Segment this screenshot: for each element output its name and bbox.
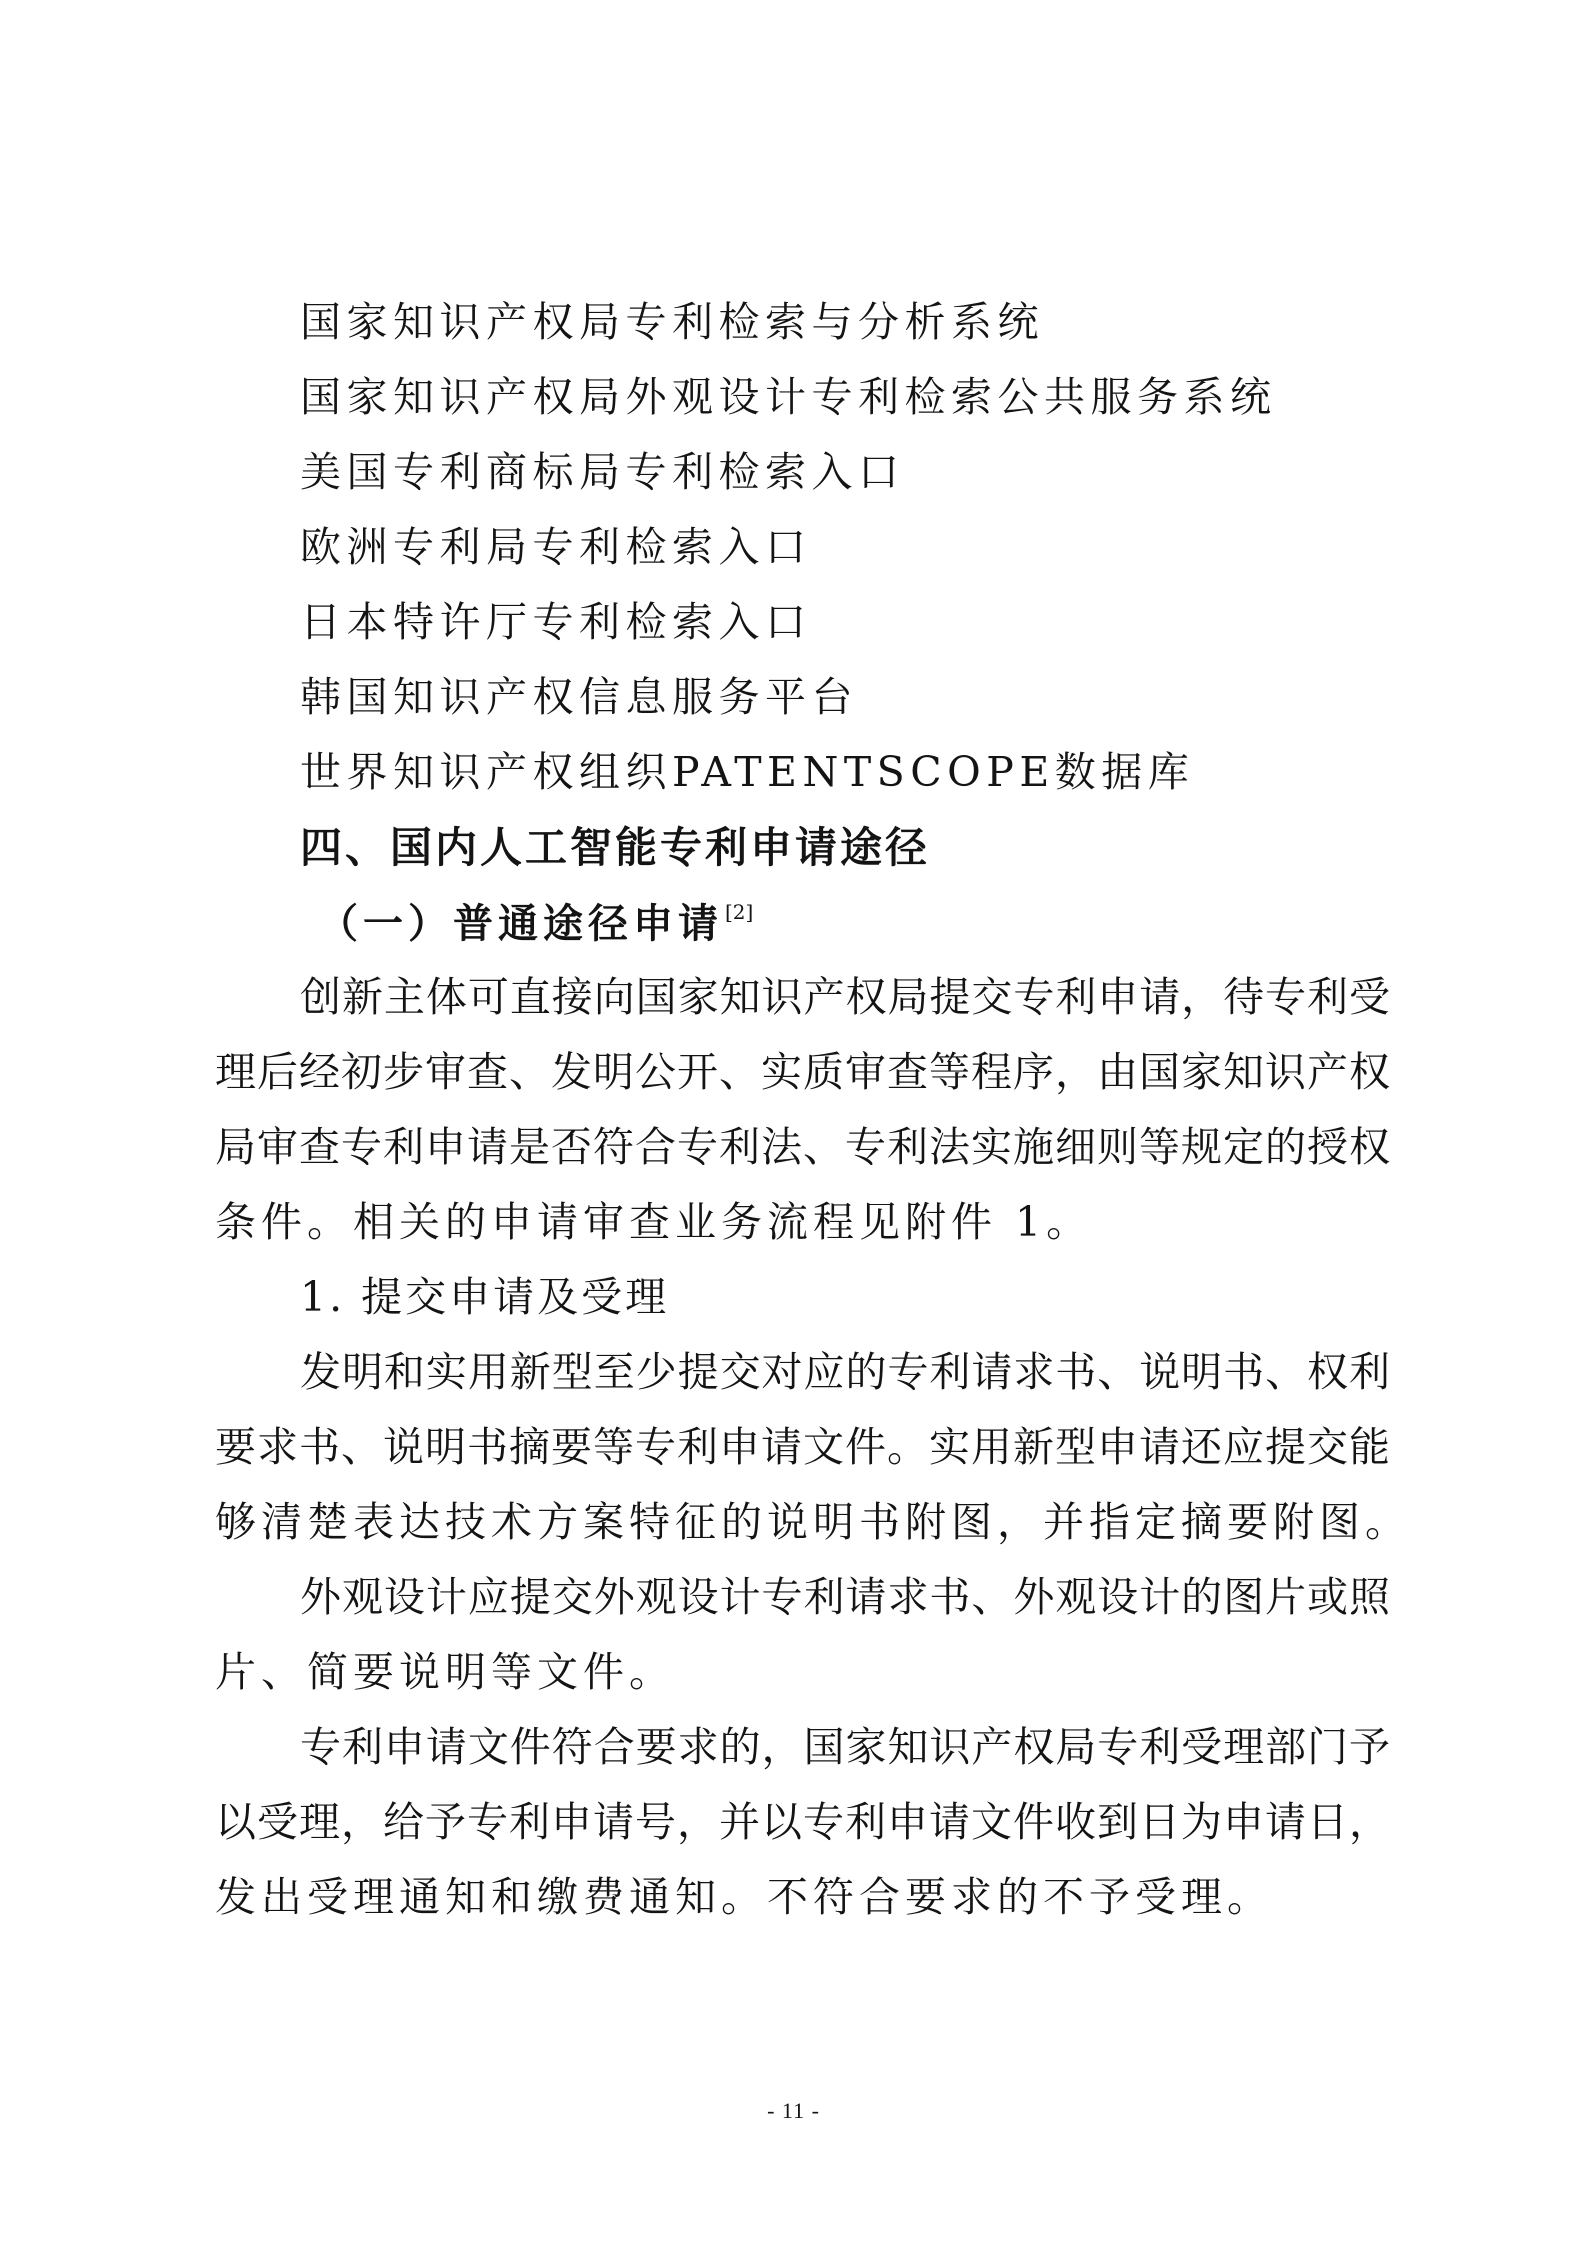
page-number: - 11 - <box>767 2098 820 2123</box>
paragraph-line: 局审查专利申请是否符合专利法、专利法实施细则等规定的授权 <box>215 1123 1390 1171</box>
paragraph-line: 外观设计应提交外观设计专利请求书、外观设计的图片或照 <box>300 1573 1390 1621</box>
paragraph-line: 以受理，给予专利申请号，并以专利申请文件收到日为申请日， <box>215 1798 1390 1846</box>
list-item: 日本特许厅专利检索入口 <box>300 598 812 646</box>
list-item: 国家知识产权局专利检索与分析系统 <box>300 298 1044 346</box>
paragraph-line: 理后经初步审查、发明公开、实质审查等程序，由国家知识产权 <box>215 1048 1390 1096</box>
section-heading: 四、国内人工智能专利申请途径 <box>300 823 931 872</box>
paragraph-line: 要求书、说明书摘要等专利申请文件。实用新型申请还应提交能 <box>215 1423 1390 1471</box>
subheading <box>318 900 754 947</box>
list-item: 欧洲专利局专利检索入口 <box>300 523 812 571</box>
paragraph-line: 条件。相关的申请审查业务流程见附件 1。 <box>215 1198 1093 1246</box>
list-item: 韩国知识产权信息服务平台 <box>300 673 858 721</box>
list-item: 国家知识产权局外观设计专利检索公共服务系统 <box>300 373 1277 421</box>
citation-marker: [2] <box>725 900 754 924</box>
paragraph-line: 创新主体可直接向国家知识产权局提交专利申请，待专利受 <box>300 973 1390 1021</box>
list-item: 美国专利商标局专利检索入口 <box>300 448 905 496</box>
subsection-title: 1. 提交申请及受理 <box>300 1273 670 1321</box>
paragraph-line: 专利申请文件符合要求的，国家知识产权局专利受理部门予 <box>300 1723 1390 1771</box>
paragraph-line: 发明和实用新型至少提交对应的专利请求书、说明书、权利 <box>300 1348 1390 1396</box>
paragraph-line: 片、简要说明等文件。 <box>215 1648 675 1696</box>
paragraph-line: 够清楚表达技术方案特征的说明书附图，并指定摘要附图。 <box>215 1498 1411 1546</box>
subheading-text: （一）普通途径申请 <box>318 900 723 947</box>
list-item: 世界知识产权组织PATENTSCOPE数据库 <box>300 748 1195 796</box>
paragraph-line: 发出受理通知和缴费通知。不符合要求的不予受理。 <box>215 1873 1273 1921</box>
